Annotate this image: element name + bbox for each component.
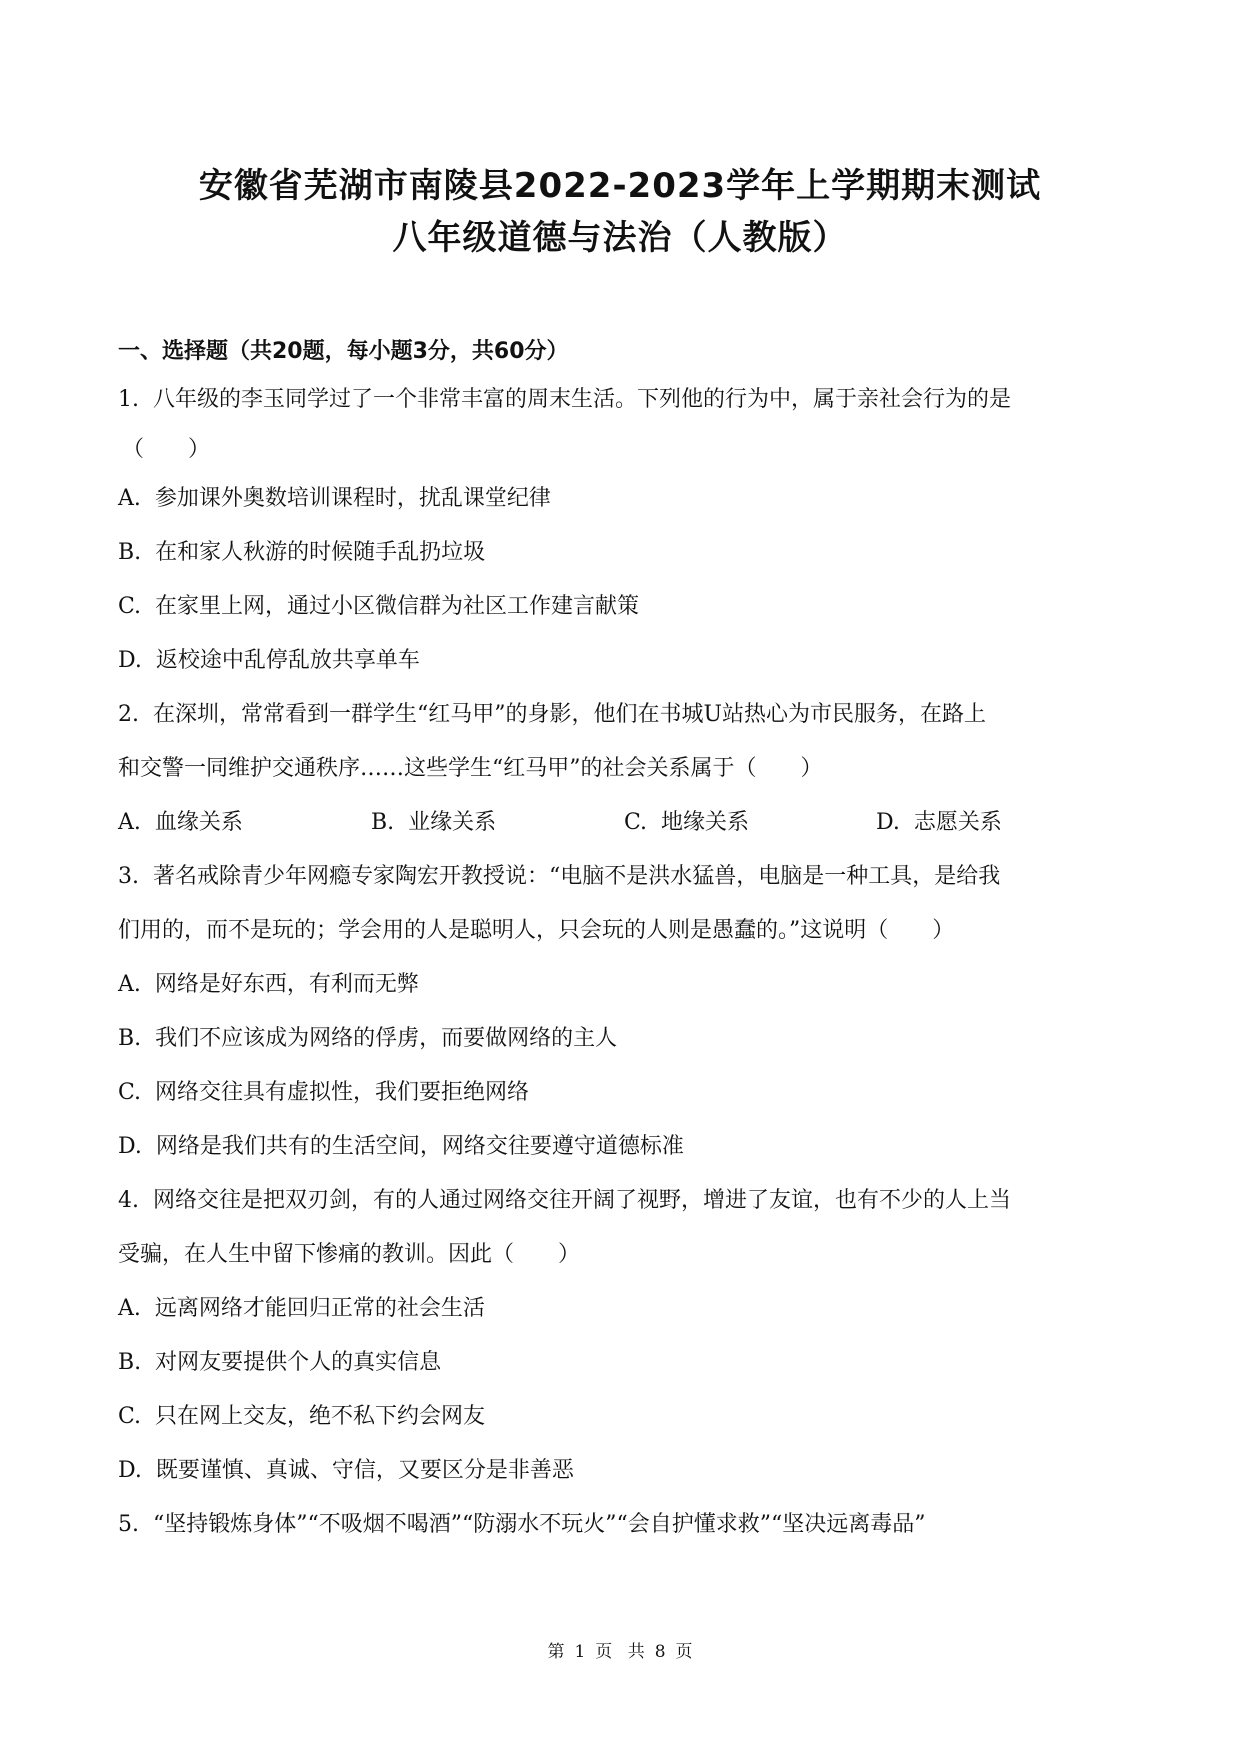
question-1-stem bbox=[118, 385, 1011, 415]
question-3-option-d bbox=[118, 1132, 684, 1162]
question-number: 5. bbox=[118, 1512, 139, 1537]
question-text: 著名戒除青少年网瘾专家陶宏开教授说：“电脑不是洪水猛兽，电脑是一种工具，是给我 bbox=[153, 864, 1001, 889]
question-number: 3. bbox=[118, 864, 139, 889]
option-letter: B. bbox=[371, 810, 395, 835]
option-text: 远离网络才能回归正常的社会生活 bbox=[154, 1296, 485, 1321]
option-letter: B. bbox=[118, 1026, 142, 1051]
total-prefix: 共 bbox=[627, 1642, 645, 1662]
question-text: 八年级的李玉同学过了一个非常丰富的周末生活。下列他的行为中，属于亲社会行为的是 bbox=[153, 387, 1012, 412]
question-3-stem-cont: 们用的，而不是玩的；学会用的人是聪明人，只会玩的人则是愚蠢的。”这说明（ ） bbox=[118, 918, 955, 943]
option-text: 地缘关系 bbox=[661, 810, 750, 835]
question-text: 网络交往是把双刃剑，有的人通过网络交往开阔了视野，增进了友谊，也有不少的人上当 bbox=[153, 1188, 1012, 1213]
question-number: 1. bbox=[118, 387, 139, 412]
option-text: 志愿关系 bbox=[913, 810, 1002, 835]
question-2-option-b bbox=[371, 808, 496, 838]
option-letter: C. bbox=[118, 1404, 142, 1429]
page-number: 1 bbox=[574, 1642, 586, 1662]
page-suffix: 页 bbox=[595, 1642, 613, 1662]
section-heading: 一、选择题（共20题，每小题3分，共60分） bbox=[118, 339, 569, 364]
option-text: 网络交往具有虚拟性，我们要拒绝网络 bbox=[155, 1080, 530, 1105]
option-letter: C. bbox=[624, 810, 648, 835]
question-2-stem bbox=[118, 700, 986, 730]
question-2-stem-cont: 和交警一同维护交通秩序……这些学生“红马甲”的社会关系属于（ ） bbox=[118, 756, 823, 781]
question-4-option-a bbox=[118, 1294, 485, 1324]
question-4-stem-cont: 受骗，在人生中留下惨痛的教训。因此（ ） bbox=[118, 1242, 581, 1267]
question-5-stem bbox=[118, 1510, 925, 1540]
option-letter: A. bbox=[118, 1296, 141, 1321]
question-2-option-c bbox=[624, 808, 749, 838]
question-number: 2. bbox=[118, 702, 139, 727]
page-prefix: 第 bbox=[547, 1642, 565, 1662]
option-text: 网络是好东西，有利而无弊 bbox=[154, 972, 419, 997]
question-1-blank: （ ） bbox=[122, 437, 211, 462]
option-text: 网络是我们共有的生活空间，网络交往要遵守道德标准 bbox=[155, 1134, 684, 1159]
option-text: 只在网上交友，绝不私下约会网友 bbox=[155, 1404, 486, 1429]
total-suffix: 页 bbox=[675, 1642, 693, 1662]
page-footer bbox=[0, 1637, 1240, 1662]
option-text: 业缘关系 bbox=[408, 810, 497, 835]
option-text: 对网友要提供个人的真实信息 bbox=[155, 1350, 442, 1375]
page-total: 8 bbox=[654, 1642, 666, 1662]
question-2-option-d bbox=[876, 808, 1002, 838]
question-text: “坚持锻炼身体”“不吸烟不喝酒”“防溺水不玩火”“会自护懂求救”“坚决远离毒品” bbox=[153, 1512, 926, 1537]
question-4-stem bbox=[118, 1186, 1011, 1216]
option-text: 我们不应该成为网络的俘虏，而要做网络的主人 bbox=[155, 1026, 618, 1051]
question-4-option-b bbox=[118, 1348, 441, 1378]
question-1-option-c bbox=[118, 592, 639, 622]
option-letter: A. bbox=[118, 486, 141, 511]
question-3-stem bbox=[118, 862, 1000, 892]
option-letter: D. bbox=[118, 1458, 142, 1483]
question-2-option-a bbox=[118, 808, 243, 838]
question-number: 4. bbox=[118, 1188, 139, 1213]
question-4-option-c bbox=[118, 1402, 485, 1432]
question-1-option-b bbox=[118, 538, 485, 568]
option-text: 既要谨慎、真诚、守信，又要区分是非善恶 bbox=[155, 1458, 574, 1483]
option-letter: C. bbox=[118, 1080, 142, 1105]
question-3-option-a bbox=[118, 970, 419, 1000]
option-letter: B. bbox=[118, 540, 142, 565]
option-text: 返校途中乱停乱放共享单车 bbox=[155, 648, 420, 673]
option-letter: D. bbox=[876, 810, 900, 835]
option-text: 血缘关系 bbox=[154, 810, 243, 835]
question-3-option-b bbox=[118, 1024, 617, 1054]
option-letter: D. bbox=[118, 648, 142, 673]
option-text: 在和家人秋游的时候随手乱扔垃圾 bbox=[155, 540, 486, 565]
option-letter: A. bbox=[118, 972, 141, 997]
question-1-option-a bbox=[118, 484, 551, 514]
option-text: 在家里上网，通过小区微信群为社区工作建言献策 bbox=[155, 594, 640, 619]
option-letter: A. bbox=[118, 810, 141, 835]
option-letter: B. bbox=[118, 1350, 142, 1375]
option-text: 参加课外奥数培训课程时，扰乱课堂纪律 bbox=[154, 486, 551, 511]
option-letter: D. bbox=[118, 1134, 142, 1159]
question-4-option-d bbox=[118, 1456, 574, 1486]
question-3-option-c bbox=[118, 1078, 529, 1108]
question-text: 在深圳，常常看到一群学生“红马甲”的身影，他们在书城U站热心为市民服务，在路上 bbox=[153, 702, 987, 727]
exam-subtitle: 八年级道德与法治（人教版） bbox=[392, 218, 848, 258]
option-letter: C. bbox=[118, 594, 142, 619]
question-1-option-d bbox=[118, 646, 420, 676]
exam-title: 安徽省芜湖市南陵县2022-2023学年上学期期末测试 bbox=[198, 166, 1042, 206]
